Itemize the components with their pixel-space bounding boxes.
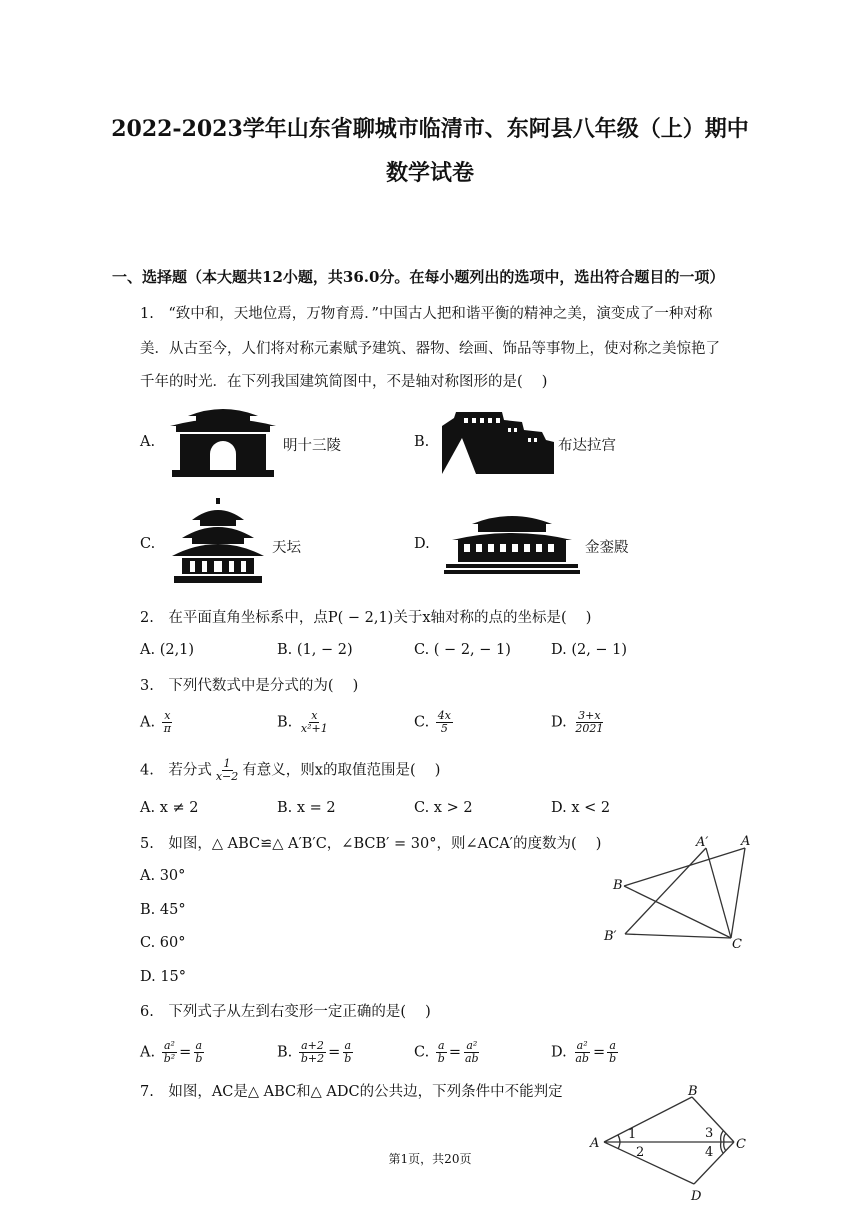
q3-option-a-letter: A. [140,714,156,731]
q1-option-d-letter: D. [414,536,430,552]
q2-option-b: B. (1, − 2) [277,642,353,658]
q2-option-a: A. (2,1) [140,642,195,658]
page-title-line1: 2022-2023学年山东省聊城市临清市、东阿县八年级（上）期中 [111,116,749,142]
q2-stem: 2. 在平面直角坐标系中，点P( − 2,1)关于x轴对称的点的坐标是( ) [140,610,592,626]
q2-option-c: C. ( − 2, − 1) [414,642,511,658]
q7-angle-4: 4 [705,1145,714,1160]
q3-option-c-fraction: $\frac{4x}{5}$ [437,709,451,735]
q1-line3: 千年的时光．在下列我国建筑简图中，不是轴对称图形的是( ) [140,374,548,390]
q7-angle-2: 2 [636,1145,645,1160]
q5-option-a: A. 30° [140,868,186,884]
q5-label-b-prime: B′ [604,929,617,944]
q5-stem: 5. 如图，△ ABC≌△ A′B′C，∠BCB′ = 30°，则∠ACA′的度数为( ) [140,836,602,852]
q1-option-a-caption: 明十三陵 [283,438,341,454]
q5-label-b: B [613,878,623,893]
q6-option-d: D. $\frac{\text{a²}}{ab}$ = $\frac{a}{b}$ [551,1039,617,1065]
page-footer: 第1页，共20页 [388,1152,472,1166]
q2-option-d: D. (2, − 1) [551,642,628,658]
q6-stem: 6. 下列式子从左到右变形一定正确的是( ) [140,1004,431,1020]
potala-palace-icon [442,408,554,474]
q3-option-b-fraction: $\frac{x}{\text{x²+1}}$ [300,709,328,735]
temple-of-heaven-icon [170,498,266,584]
q3-option-d-fraction: $\frac{3+x}{2021}$ [575,709,604,735]
q5-option-d: D. 15° [140,969,187,985]
q3-option-a [140,710,175,735]
q4-stem: 4. 若分式 $\frac{1}{x-2}$ 有意义，则x的取值范围是( ) [140,757,441,783]
q3-option-b [277,710,332,735]
q1-line2: 美．从古至今，人们将对称元素赋予建筑、器物、绘画、饰品等事物上，使对称之美惊艳了 [140,341,720,357]
q1-option-c-caption: 天坛 [272,540,301,556]
q5-label-c: C [732,937,742,952]
q3-option-c-letter: C. [414,714,430,731]
q4-option-d: D. x < 2 [551,800,611,816]
q5-triangle-diagram [600,830,760,954]
q1-option-a-letter: A. [140,434,156,450]
q1-option-c-letter: C. [140,536,156,552]
q3-option-c [414,710,455,735]
q7-label-a: A [590,1136,600,1151]
q7-label-c: C [736,1137,746,1152]
q1-option-b-letter: B. [414,434,430,450]
q7-angle-1: 1 [628,1127,637,1142]
q4-option-c: C. x > 2 [414,800,473,816]
golden-palace-icon [444,512,580,574]
q7-label-d: D [691,1189,702,1204]
q5-option-c: C. 60° [140,935,186,951]
q3-option-d-letter: D. [551,714,567,731]
q1-option-d-caption: 金銮殿 [585,540,629,556]
q3-option-b-letter: B. [277,714,293,731]
q6-option-a: A. $\frac{\text{a²}}{\text{b²}}$ = $\frac{a}{b}$ [140,1039,203,1065]
q5-label-a-prime: A′ [696,835,709,850]
q4-fraction: $\frac{1}{x-2}$ [215,757,239,783]
q6-option-c: C. $\frac{a}{b}$ = $\frac{\text{a²}}{ab}$ [414,1039,479,1065]
q3-option-d [551,710,607,735]
q3-stem: 3. 下列代数式中是分式的为( ) [140,678,359,694]
q7-angle-3: 3 [705,1126,714,1141]
q4-option-b: B. x = 2 [277,800,336,816]
q4-option-a: A. x ≠ 2 [140,800,199,816]
q7-quadrilateral-diagram [584,1080,760,1210]
q3-option-a-fraction: $\frac{x}{\pi}$ [163,709,171,735]
q6-option-b: B. $\frac{a+2}{b+2}$ = $\frac{a}{b}$ [277,1039,352,1065]
q7-label-b: B [688,1084,698,1099]
q5-option-b: B. 45° [140,902,186,918]
section-heading: 一、选择题（本大题共12小题，共36.0分。在每小题列出的选项中，选出符合题目的一项） [112,268,725,286]
ming-tombs-icon [170,404,276,478]
q1-option-b-caption: 布达拉宫 [558,438,616,454]
page-title-line2: 数学试卷 [385,160,474,186]
q5-label-a: A [741,834,751,849]
q7-stem: 7. 如图，AC是△ ABC和△ ADC的公共边，下列条件中不能判定 [140,1084,563,1100]
q1-line1: 1. “致中和，天地位焉，万物育焉．”中国古人把和谐平衡的精神之美，演变成了一种对称 [140,306,713,322]
